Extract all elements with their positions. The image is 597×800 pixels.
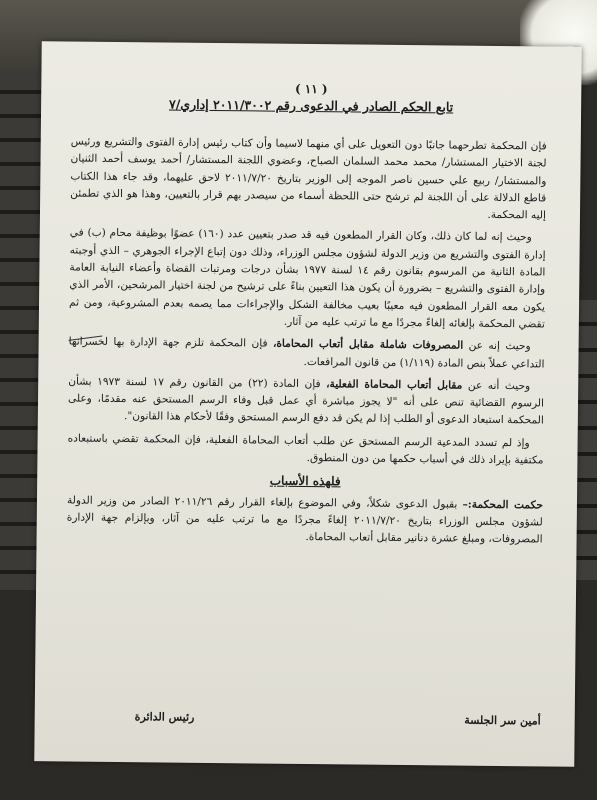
paragraph-closing: وإذ لم تسدد المدعية الرسم المستحق عن طلب أتعاب المحاماة الفعلية، فإن المحكمة تقضي باستبعاده مكتفية بإيراد ذلك في أسباب حكمها من دون المنطوق. [67, 432, 544, 467]
fees-bold: مقابل أتعاب المحاماة الفعلية، [326, 378, 463, 392]
signature-secretary: أمين سر الجلسة [464, 713, 541, 728]
signatures [65, 709, 541, 738]
ruling-paragraph [67, 492, 544, 549]
expenses-rest: فإن المحكمة تلزم جهة الإدارة بها لخسرانها التداعي عملاً بنص المادة (١/١١٩) من قانون المرافعات. [68, 335, 545, 371]
fees-intro: وحيث أنه عن [462, 379, 531, 393]
ruling-text: بقبول الدعوى شكلاً، وفي الموضوع بإلغاء القرار رقم ٢٠١١/٢٦ الصادر من وزير الدولة لشؤون مجلس الوزراء بتاريخ ٢٠١١/٧/٢٠ إلغاءً مجردًا مع ما ترتب عليه من آثار، وبإلزام جهة الإدارة المصروفات، ومبلغ عشرة دنانير مقابل أتعاب المحاماة. [66, 494, 543, 546]
signature-president: رئيس الدائرة [134, 710, 195, 724]
paragraph-1: فإن المحكمة تطرحهما جانبًا دون التعويل على أي منهما لاسيما وأن كتاب رئيس إدارة الفتوى والتشريع ورئيس لجنة الاختيار المستشار/ محمد محمد السلمان الصباح، وعضوي اللجنة المستشار/ أحمد يوسف أحمد الثنيان والمستشار/ ربيع علي حسين ناصر الموجه إلى الوزير بتاريخ ٢٠١١/٧/٢٠ لاحق عليهما، وقد جاء هذا الكتاب قاطع الدلالة على أن اللجنة لم ترشح حتى اللحظة أسماء من سيصدر بهم قرار بالتعيين، وهذا هو الذي تطمئن إليه المحكمة. [70, 135, 547, 222]
fees-rest: فإن المادة (٢٢) من القانون رقم ١٧ لسنة ١٩٧٣ بشأن الرسوم القضائية تنص على أنه "لا يجوز مباشرة أي عمل قبل وفاء الرسم المستحق عنه مقدمًا، وعلى المحكمة استبعاد الدعوى أو الطلب إذا لم يكن قد دفع الرسم المستحق وفقًا لأحكام هذا القانون". [67, 375, 545, 427]
document-heading: تابع الحكم الصادر في الدعوى رقم ٢٠١١/٣٠٠٢ إداري/٧ [168, 96, 454, 115]
document-page [34, 41, 582, 767]
reasons-title: فلهذه الأسباب [269, 473, 341, 489]
paragraph-expenses [68, 334, 544, 374]
ruling-label: حكمت المحكمة:– [462, 498, 544, 512]
page-number: ( ١١ ) [294, 81, 328, 97]
expenses-intro: وحيث إنه عن [463, 339, 531, 353]
document-body [66, 134, 546, 554]
paragraph-2: وحيث إنه لما كان ذلك، وكان القرار المطعون فيه قد صدر بتعيين عدد (١٦٠) عضوًا بوظيفة محام (ب) في إدارة الفتوى والتشريع من وزير الدولة لشؤون مجلس الوزراء، وذلك دون إتباع الإجراء الجوهري – الذي أوجبته المادة الثانية من المرسوم بقانون رقم ١٤ لسنة ١٩٧٧ بشأن درجات ومرتبات القضاة وأعضاء النيابة العامة وإدارة الفتوى والتشريع – بضرورة أن يكون هذا التعيين بناءً على ترشيح من لجنة اختيار المرشحين، الأمر الذي يكون معه القرار المطعون فيه معيبًا بعيب مخالفة الشكل والإجراءات مما يصمه بعدم المشروعية، ومن ثم تقضي المحكمة بإلغائه إلغاءً مجردًا مع ما ترتب عليه من آثار. [68, 226, 546, 331]
paragraph-fees [68, 373, 545, 430]
expenses-bold: المصروفات شاملة مقابل أتعاب المحاماة، [272, 337, 464, 352]
